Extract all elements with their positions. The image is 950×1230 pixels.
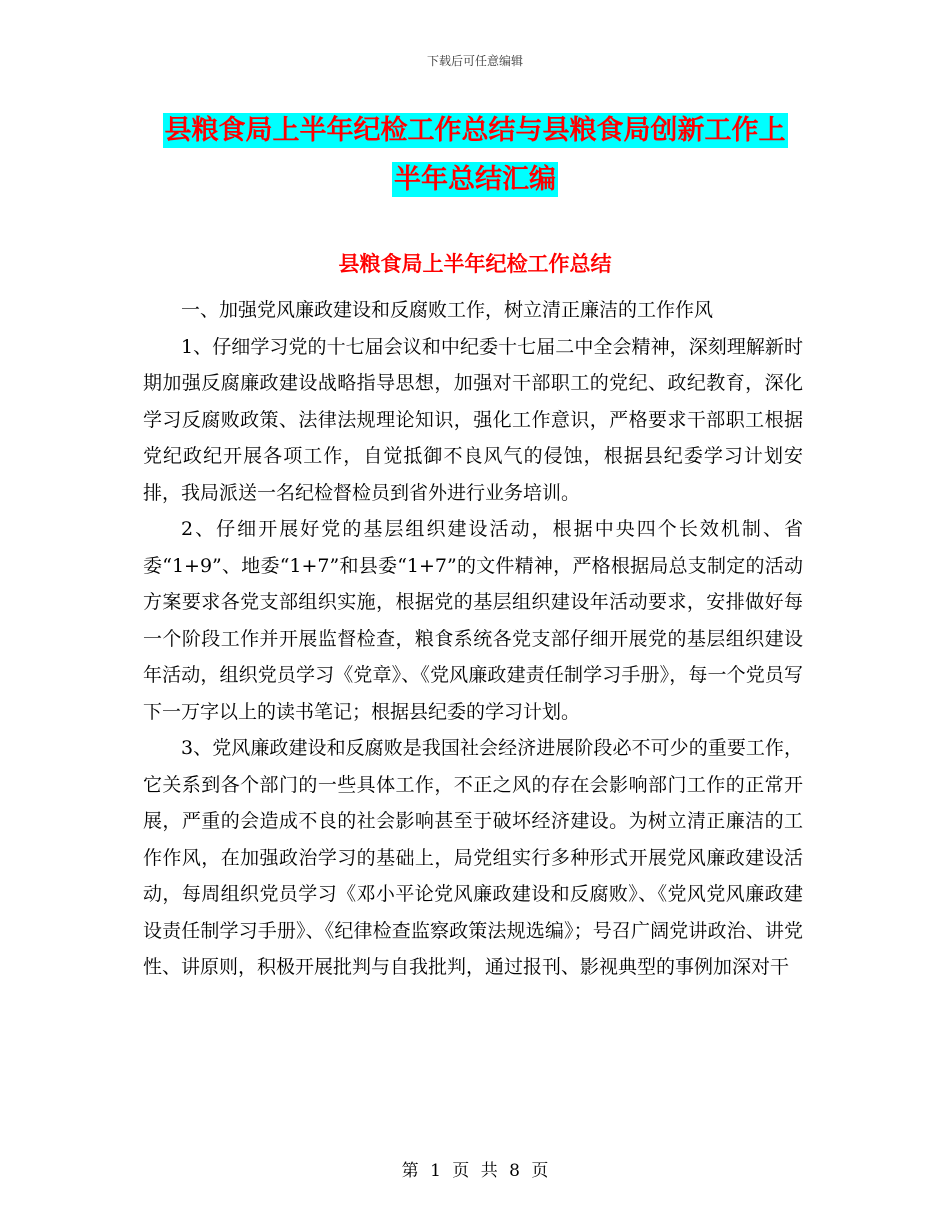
document-title-line-2: 半年总结汇编 [394, 164, 556, 195]
paragraph-heading-1: 一、加强党风廉政建设和反腐败工作，树立清正廉洁的工作作风 [181, 299, 714, 321]
paragraph-item-1: 1、仔细学习党的十七届会议和中纪委十七届二中全会精神，深刻理解新时期加强反腐廉政建设战略指导思想，加强对干部职工的党纪、政纪教育，深化学习反腐败政策、法律法规理论知识，强化工作意识，严格要求干部职工根据党纪政纪开展各项工作，自觉抵御不良风气的侵蚀，根据县纪委学习计划安排，我局派送一名纪检督检员到省外进行业务培训。 [143, 335, 803, 504]
document-title [120, 106, 830, 204]
section-title: 县粮食局上半年纪检工作总结 [338, 252, 612, 276]
paragraph-item-2: 2、仔细开展好党的基层组织建设活动，根据中央四个长效机制、省委“1+9”、地委“1+7”和县委“1+7”的文件精神，严格根据局总支制定的活动方案要求各党支部组织实施，根据党的基层组织建设年活动要求，安排做好每一个阶段工作并开展监督检查，粮食系统各党支部仔细开展党的基层组织建设年活动，组织党员学习《党章》、《党风廉政建责任制学习手册》，每一个党员写下一万字以上的读书笔记；根据县纪委的学习计划。 [143, 518, 803, 723]
document-title-line-1: 县粮食局上半年纪检工作总结与县粮食局创新工作上 [164, 115, 786, 146]
header-note: 下载后可任意编辑 [426, 54, 523, 68]
document-body [143, 292, 803, 986]
page-number-footer: 第 1 页 共 8 页 [401, 1161, 549, 1181]
paragraph-item-3: 3、党风廉政建设和反腐败是我国社会经济进展阶段必不可少的重要工作，它关系到各个部门的一些具体工作，不正之风的存在会影响部门工作的正常开展，严重的会造成不良的社会影响甚至于破坏经济建设。为树立清正廉洁的工作作风，在加强政治学习的基础上，局党组实行多种形式开展党风廉政建设活动，每周组织党员学习《邓小平论党风廉政建设和反腐败》、《党风党风廉政建设责任制学习手册》、《纪律检查监察政策法规选编》；号召广阔党讲政治、讲党性、讲原则，积极开展批判与自我批判，通过报刊、影视典型的事例加深对干 [143, 737, 803, 978]
